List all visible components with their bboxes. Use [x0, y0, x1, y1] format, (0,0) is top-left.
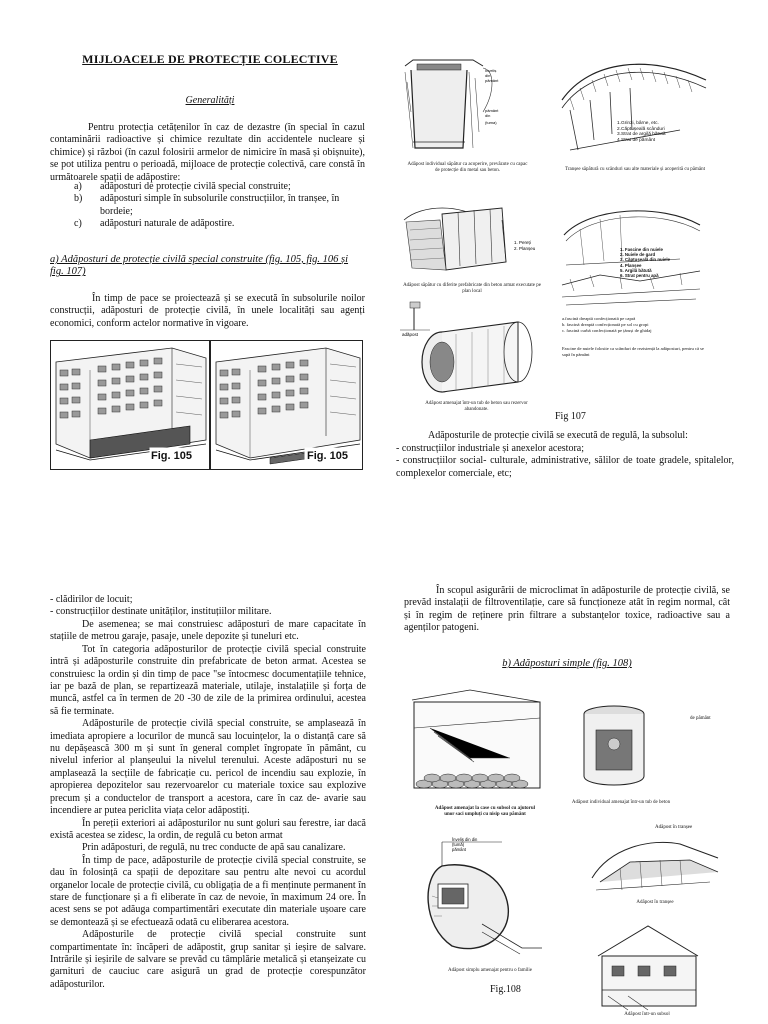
figure-tube-shelter	[400, 300, 540, 398]
figure-individual-shelter	[403, 52, 533, 160]
paragraph: Adăposturile de protecție civilă special construite, se amplasează în imediata apropiere a locurilor de muncă sau locuințelor, la o distanță care să nu depășească 300 m și sunt în general complet îngropate în pământ, cu nivelul inferior al planșeului la nivelul terenului. Aceste adăposturi nu se amplasează la secțiile de fabricație cu. pericol de incendiu sau explozie, în apropierea depozitelor sau rezervoarelor cu materiale toxice sau explozive precum și a conductelor de transport a acestora, care în caz de- avarie sau incendiere ar putea periclita viața celor adăpostiți.	[50, 718, 366, 817]
list-item: - construcțiilor social- culturale, administrative, sălilor de toate gradele, spitalelor, complexelor comerciale, etc;	[396, 455, 734, 479]
figure-tube-individual	[570, 700, 660, 790]
figure-c-caption: Adăpost săpătur cu diferite prefabricate din beton armat executate pe plan local	[403, 283, 541, 294]
figure-b-legend: 1.Grinzi, bârne, etc. 2.Căptușeală scânduri 3.Strat de argilă bătută 4.Strat de pământ	[617, 121, 666, 143]
section-subtitle: Generalități	[185, 95, 235, 106]
figure-g-label: de pământ	[690, 716, 711, 721]
figure-h-caption: Adăpost simplu amenajat pentru o familie	[447, 968, 532, 973]
intro-paragraph: Pentru protecția cetățenilor în caz de dezastre (în special în cazul contaminării radioactive și chimice rezultate din accidentele nucleare și chimice) și război (în cazul folosirii armelor de nimicire în masă și obișnuite), se pot utiliza pentru o perioadă, mijloace de protecție colectivă, care constă în următoarele spații de adăpostire:	[50, 122, 365, 183]
figure-prefab-shelter	[402, 200, 542, 280]
figure-a-label: pământ	[485, 78, 499, 83]
paragraph: Tot în categoria adăposturilor de protecție civilă special construite intră și adăposturile construite din prefabricate de beton armat. Acestea se construiesc la ordin și din timp de pace "se întocmesc documentațiile tehnice, iar pe bază de plan, se repartizează materiale, utilaje, instalațiile și forța de muncă, astfel ca în termen de 20 -30 de zile de la primirea ordinului, acestea să fie terminate.	[50, 643, 366, 717]
figure-d-notes: a.fascină dreaptă confecționată pe capră b. fascină dreaptă confecționată pe sol cu gropi c. fascină curbă confecționată pe țăruși de ghidaj	[562, 316, 652, 333]
figure-a-label: din	[485, 113, 491, 118]
figure-a-label: înveliș	[485, 68, 497, 73]
list-item: b) adăposturi simple în subsolurile construcțiilor, în tranșee, în bordeie;	[74, 193, 340, 217]
list-item: c) adăposturi naturale de adăpostire.	[74, 218, 235, 230]
figure-c-label: 1. Pereți	[514, 240, 531, 245]
figure-108-label: Fig.108	[490, 984, 521, 995]
list-item: - clădirilor de locuit;	[50, 594, 133, 605]
basement-list	[396, 443, 734, 480]
figure-sandbag-basement	[410, 688, 546, 798]
list-item: - construcțiilor destinate unităților, instituțiilor militare.	[50, 606, 272, 618]
figure-a-label: pâmânt	[485, 108, 499, 113]
figure-d-caption: Fascine de nuiele folosite ca scânduri de rezistență la adăposturi, pentru că se sapă în pământ	[562, 346, 704, 357]
figure-h-label: pământ	[452, 847, 466, 852]
paragraph: În timp de pace, adăposturile de protecție civilă special construite, se dau în folosință ca spații de depozitare sau pentru alte nevoi cu acordul organelor locale de protecție civilă, cu obligația de a fi menținute permanent în stare de funcționare și a fi eliberate în caz de nevoie, în maximum 24 ore. În acest sens se pot adăuga compartimentări executate din materiale ușoare care se demontează și se efectuează odată cu eliberarea acestora.	[50, 854, 366, 928]
shelter-types-list	[50, 181, 365, 231]
figure-105-label-left: Fig. 105	[151, 450, 192, 462]
paragraph: De asemenea; se mai construiesc adăposturi de mare capacitate în stațiile de metrou garaje, pasaje, unele depozite și tuneluri etc.	[50, 619, 366, 643]
figure-e-label: adăpost	[402, 332, 419, 337]
basement-paragraph: Adăposturile de protecție civilă se execută de regulă, la subsolul:	[428, 430, 688, 441]
figure-a-caption: Adăpost individual săpătur ca acoperire, prevăzute cu capac de protecție din metal sau beton.	[407, 162, 528, 173]
figure-b-caption: Tranșee săpătură cu scânduri sau alte materiale și acoperită cu pământ	[564, 167, 706, 172]
figure-e-caption: Adăpost amenajat într-un tub de beton sau rezervor abandonate.	[425, 401, 528, 412]
figure-j-caption: Adăpost într-un subsol	[624, 1012, 670, 1017]
paragraph: În pereții exteriori ai adăposturilor nu sunt goluri sau ferestre, iar dacă există acestea se zidesc, la ordin, de regulă cu beton armat	[50, 817, 366, 841]
figure-d-legend: 1. Fascine din nuiele 2. Nuiele de gard 3. Căptușeală din nuiele 4. Planșee 5. Argilă bătută 6. Strat pentru apă	[620, 247, 671, 279]
section-b-heading: b) Adăposturi simple (fig. 108)	[502, 658, 632, 669]
section-a-heading: a) Adăposturi de protecție civilă special construite (fig. 105, fig. 106 și fig. 107)	[50, 254, 349, 278]
figure-a-label: (tuma)	[485, 120, 497, 125]
page2-left-body	[50, 619, 366, 991]
figure-f-caption: Adăpost amenajat la case cu subsol cu ajutorul unor saci umpluți cu nisip sau pământ	[434, 806, 536, 817]
figure-a-label: din	[485, 73, 491, 78]
figure-g-caption: Adăpost individual amenajat într-un tub de beton	[571, 800, 671, 805]
figure-i-label: Adăpost în tranșee	[655, 825, 693, 830]
figure-covered-trench	[560, 50, 710, 162]
buildings-list	[50, 594, 370, 619]
figure-105-label-right: Fig. 105	[307, 450, 348, 462]
figure-family-shelter	[412, 836, 558, 958]
paragraph: Adăposturile de protecție civilă special construite sunt compartimentate în: încăperi de adăpostit, grup sanitar și ieșire de salvare. Intrările și ieșirile de salvare se prevăd cu tâmplărie metalică și etanșeizate cu garnituri de cauciuc care asigură un grad de protecție corespunzător adăposturilor.	[50, 929, 366, 990]
figure-h-label: Înveliș din din	[452, 837, 478, 842]
list-item: a) adăposturi de protecție civilă special construite;	[74, 181, 291, 192]
list-item: - construcțiilor industriale și anexelor acestora;	[396, 443, 584, 454]
page-title: MIJLOACELE DE PROTECȚIE COLECTIVE	[82, 52, 338, 66]
paragraph: Prin adăposturi, de regulă, nu trec conducte de apă sau canalizare.	[82, 842, 346, 854]
figure-h-label: (tumă)	[452, 842, 465, 847]
figure-107-label: Fig 107	[555, 411, 586, 422]
figure-c-label: 2. Planșeu	[514, 246, 536, 251]
figure-trench-shelter	[590, 818, 720, 898]
figure-subsol-shelter	[588, 916, 718, 1016]
microclimate-paragraph: În scopul asigurării de microclimat în adăposturile de protecție civilă, se prevăd instalații de filtroventilație, care să funcționeze atât în regim normal, cât și în regim de reținere prin filtrare a substanțelor toxice, radioactive sau a agenților patogeni.	[404, 585, 730, 634]
section-a-paragraph: În timp de pace se proiectează și se execută în subsolurile noilor construcții, adăposturi de protecție civilă, în unele localități sau agenți economici, conform actelor normative în vigoare.	[50, 293, 365, 329]
figure-i-caption: Adăpost în tranșee	[636, 900, 674, 905]
